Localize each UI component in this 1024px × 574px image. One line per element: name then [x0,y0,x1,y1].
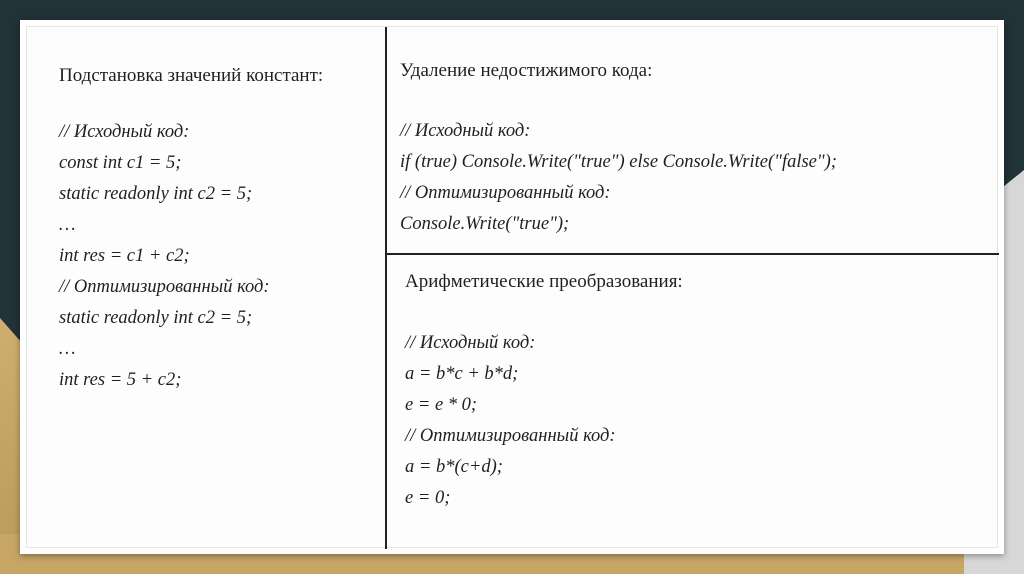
vertical-divider [385,27,387,549]
content-panel [26,26,998,548]
code-line: a = b*c + b*d; [405,364,519,384]
code-line: static readonly int c2 = 5; [59,308,253,328]
code-line: … [59,215,76,235]
section-title-unreachable-code: Удаление недостижимого кода: [400,60,653,81]
code-line: … [59,339,76,359]
code-line: // Оптимизированный код: [400,183,611,203]
code-block-arithmetic-transformations [405,328,616,514]
code-line: const int c1 = 5; [59,153,182,173]
section-title-constant-substitution: Подстановка значений констант: [59,65,324,86]
code-line: // Оптимизированный код: [59,277,270,297]
code-line: a = b*(c+d); [405,457,503,477]
code-line: e = 0; [405,488,451,508]
code-line: // Исходный код: [405,333,536,353]
code-line: // Исходный код: [400,121,531,141]
code-line: static readonly int c2 = 5; [59,184,253,204]
slide-card [20,20,1004,554]
code-line: int res = 5 + c2; [59,370,182,390]
code-line: if (true) Console.Write("true") else Console.Write("false"); [400,152,837,172]
code-line: // Оптимизированный код: [405,426,616,446]
code-block-unreachable-code [400,116,837,240]
code-line: e = e * 0; [405,395,478,415]
code-line: int res = c1 + c2; [59,246,190,266]
horizontal-divider [385,253,999,255]
code-line: // Исходный код: [59,122,190,142]
code-block-constant-substitution [59,117,270,396]
code-line: Console.Write("true"); [400,214,570,234]
section-title-arithmetic-transformations: Арифметические преобразования: [405,271,683,292]
